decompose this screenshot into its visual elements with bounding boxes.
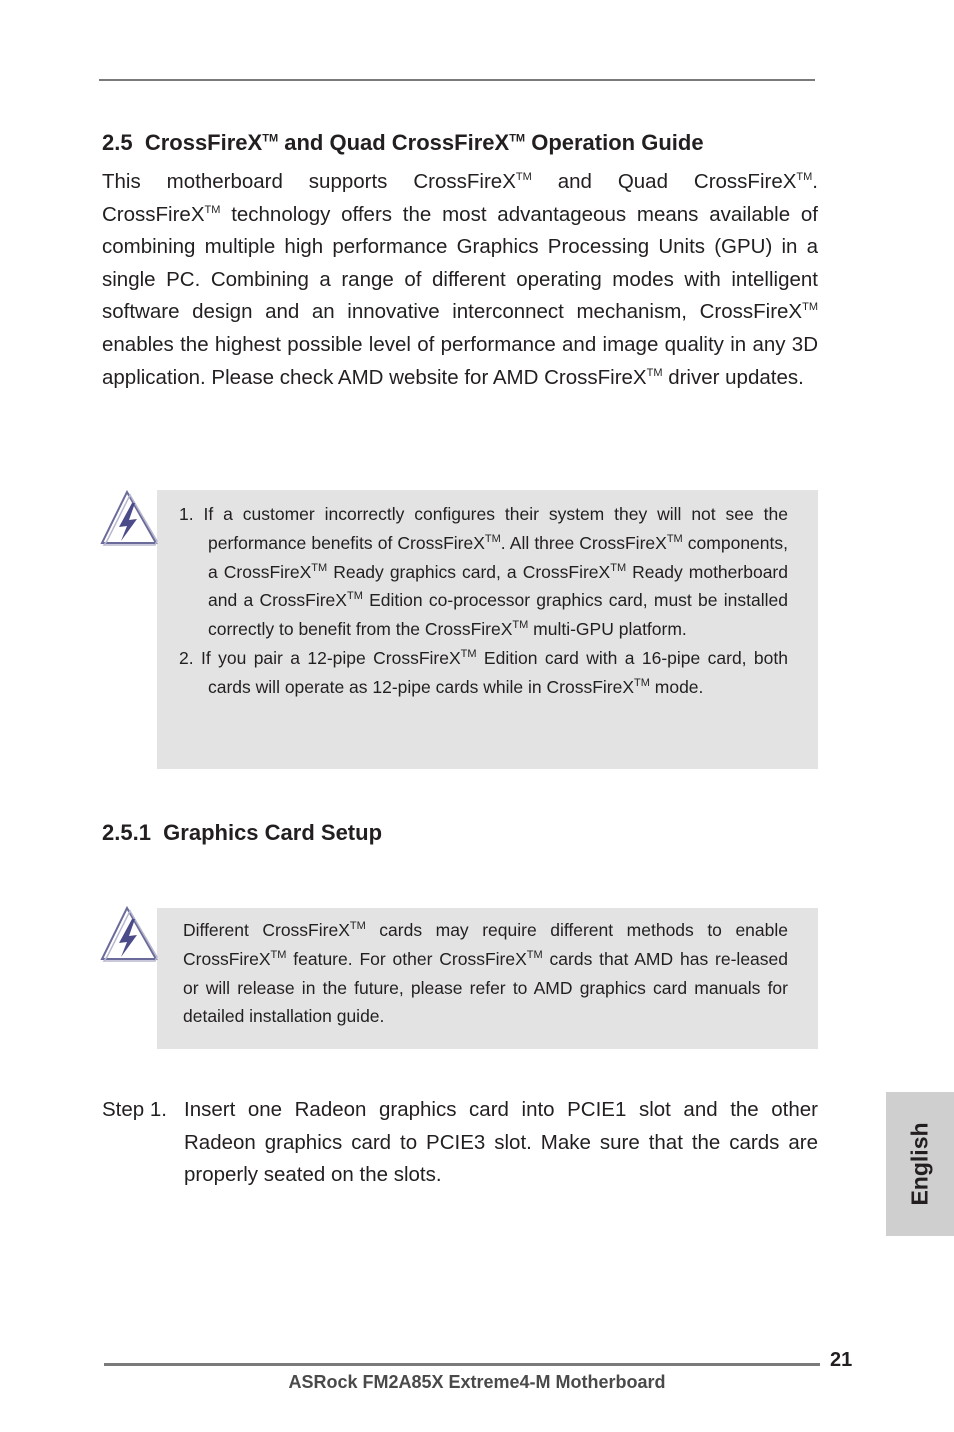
section-title: 2.5 CrossFireX™ and Quad CrossFireX™ Operation Guide [102,130,704,155]
warning-lightning-icon [99,905,159,963]
note-item-2: 2. If you pair a 12-pipe CrossFireX™ Edition card with a 16-pipe card, both cards will operate as 12-pipe cards while in CrossFireX™ mode. [179,647,788,697]
note-item-1: 1. If a customer incorrectly configures their system they will not see the performance benefits of CrossFireX™. All three CrossFireX™ components, a CrossFireX™ Ready graphics card, a CrossFireX™ Ready motherboard and a CrossFireX™ Edition co-processor graphics card, must be installed correctly to benefit from the CrossFireX™ multi-GPU platform. [179,504,788,640]
note-list [179,500,788,702]
step-text: Insert one Radeon graphics card into PCIE1 slot and the other Radeon graphics card to PCIE3 slot. Make sure that the cards are properly seated on the slots. [184,1098,818,1187]
language-tab-label: English [906,1122,933,1206]
step-label: Step 1. [102,1098,167,1121]
footer-rule [104,1363,820,1366]
intro-paragraph: This motherboard supports CrossFireX™ and Quad CrossFireX™. CrossFireX™ technology offers the most advantageous means available of combining multiple high performance Graphics Processing Units (GPU) in a single PC. Combining a range of different operating modes with intelligent software design and an innovative interconnect mechanism, CrossFireX™ enables the highest possible level of performance and image quality in any 3D application. Please check AMD website for AMD CrossFireX™ driver updates. [102,170,818,389]
note-paragraph: Different CrossFireX™ cards may require different methods to enable CrossFireX™ feature. For other CrossFireX™ cards that AMD has re-leased or will release in the future, please refer to AMD graphics card manuals for detailed installation guide. [183,920,788,1027]
language-tab [886,1092,954,1236]
page-number: 21 [830,1349,853,1371]
warning-lightning-icon [99,489,159,547]
header-rule [99,79,815,81]
footer-text: ASRock FM2A85X Extreme4-M Motherboard [288,1372,666,1392]
subsection-title: 2.5.1 Graphics Card Setup [102,820,383,845]
